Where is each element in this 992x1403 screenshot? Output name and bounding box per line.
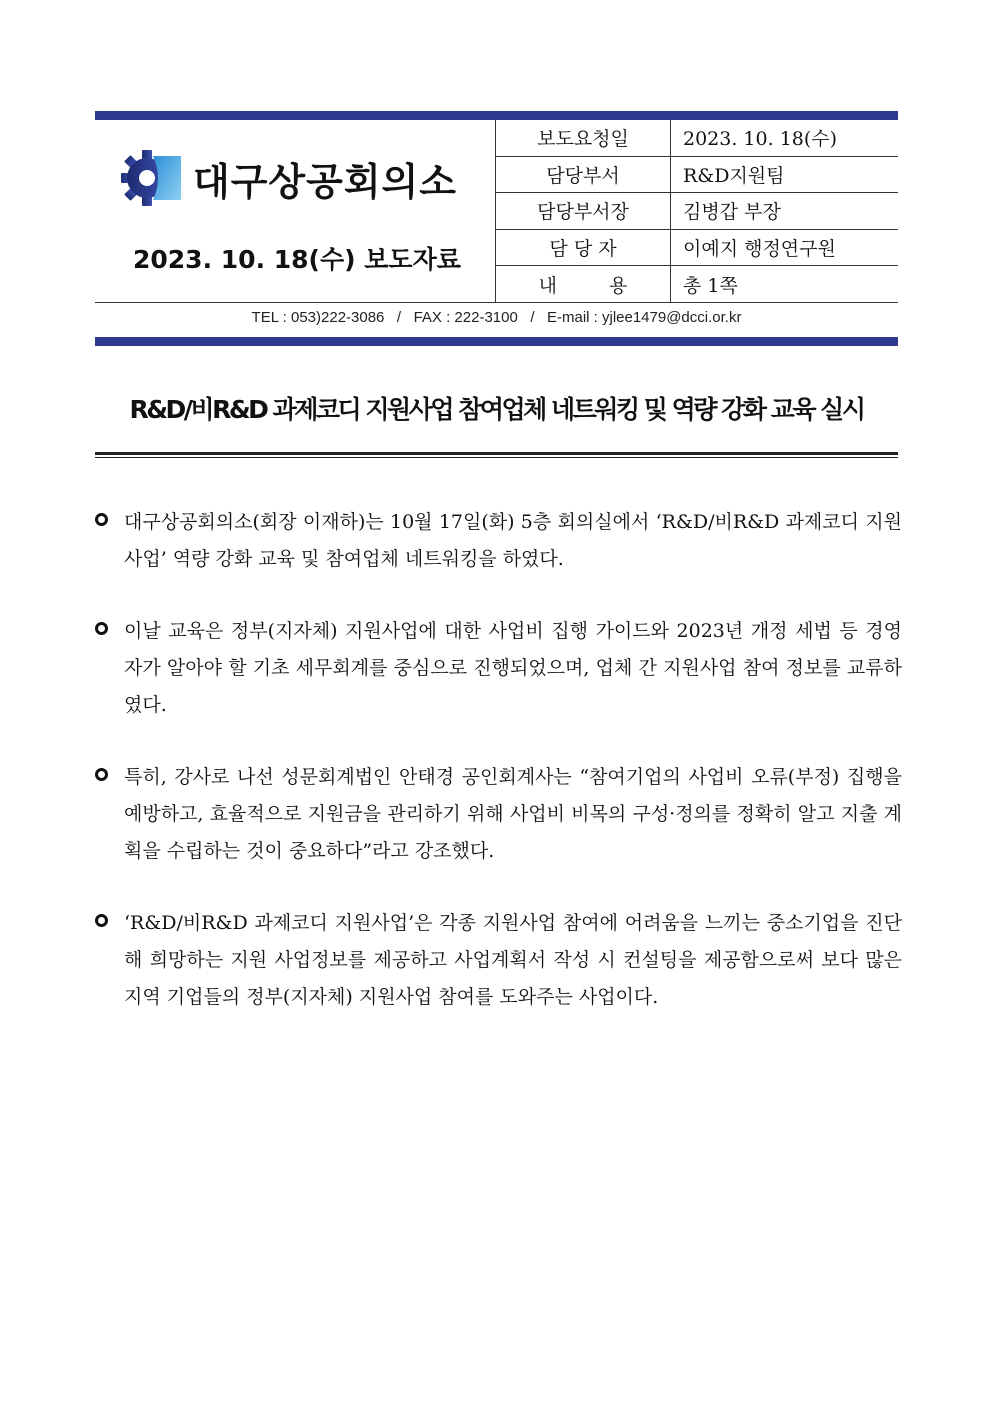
- article-paragraph: [95, 613, 902, 724]
- info-value: 총 1쪽: [671, 266, 899, 303]
- circle-bullet-icon: [95, 768, 108, 781]
- paragraph-text: ‘R&D/비R&D 과제코디 지원사업’은 각종 지원사업 참여에 어려움을 느끼는 중소기업을 진단해 희망하는 지원 사업정보를 제공하고 사업계획서 작성 시 컨설팅을 제공함으로써 보다 많은 지역 기업들의 정부(지자체) 지원사업 참여를 도와주는 사업이다.: [124, 912, 902, 1008]
- org-name: 대구상공회의소: [193, 159, 457, 204]
- paragraph-text: 대구상공회의소(회장 이재하)는 10월 17일(화) 5층 회의실에서 ‘R&D/비R&D 과제코디 지원사업’ 역량 강화 교육 및 참여업체 네트워킹을 하였다.: [124, 511, 902, 570]
- info-value: 2023. 10. 18(수): [671, 120, 899, 156]
- contact-divider: [95, 302, 898, 303]
- header-top-bar: [95, 111, 898, 120]
- headline-rule: [95, 457, 898, 458]
- article-paragraph: [95, 905, 902, 1016]
- info-label: 담당부서장: [496, 193, 671, 230]
- header-bottom-bar: [95, 337, 898, 346]
- headline-rule: [95, 452, 898, 455]
- info-label: 담 당 자: [496, 229, 671, 266]
- info-row: [496, 156, 899, 193]
- gear-logo-icon: [119, 148, 183, 208]
- info-row: [496, 193, 899, 230]
- circle-bullet-icon: [95, 622, 108, 635]
- circle-bullet-icon: [95, 914, 108, 927]
- headline: R&D/비R&D 과제코디 지원사업 참여업체 네트워킹 및 역량 강화 교육 실시: [129, 395, 864, 424]
- release-info-table: [495, 120, 898, 303]
- contact-line: TEL : 053)222-3086 / FAX : 222-3100 / E-mail : yjlee1479@dcci.or.kr: [251, 309, 742, 326]
- header-block: [95, 120, 898, 303]
- paragraph-text: 이날 교육은 정부(지자체) 지원사업에 대한 사업비 집행 가이드와 2023년 개정 세법 등 경영자가 알아야 할 기초 세무회계를 중심으로 진행되었으며, 업체 간 지원사업 참여 정보를 교류하였다.: [124, 620, 902, 716]
- org-logo: [119, 148, 457, 208]
- info-value: 김병갑 부장: [671, 193, 899, 230]
- circle-bullet-icon: [95, 513, 108, 526]
- info-value: R&D지원팀: [671, 156, 899, 193]
- release-label: 2023. 10. 18(수) 보도자료: [133, 245, 461, 274]
- article-body: [95, 504, 902, 1051]
- info-label: 보도요청일: [496, 120, 671, 156]
- info-row: [496, 266, 899, 303]
- article-paragraph: [95, 759, 902, 870]
- info-row: [496, 229, 899, 266]
- info-row: [496, 120, 899, 156]
- paragraph-text: 특히, 강사로 나선 성문회계법인 안태경 공인회계사는 “참여기업의 사업비 오류(부정) 집행을 예방하고, 효율적으로 지원금을 관리하기 위해 사업비 비목의 구성·정의를 정확히 알고 지출 계획을 수립하는 것이 중요하다”라고 강조했다.: [124, 766, 902, 862]
- info-label: 내 용: [496, 266, 671, 303]
- info-value: 이예지 행정연구원: [671, 229, 899, 266]
- article-paragraph: [95, 504, 902, 578]
- info-label: 담당부서: [496, 156, 671, 193]
- header-left: [95, 120, 495, 303]
